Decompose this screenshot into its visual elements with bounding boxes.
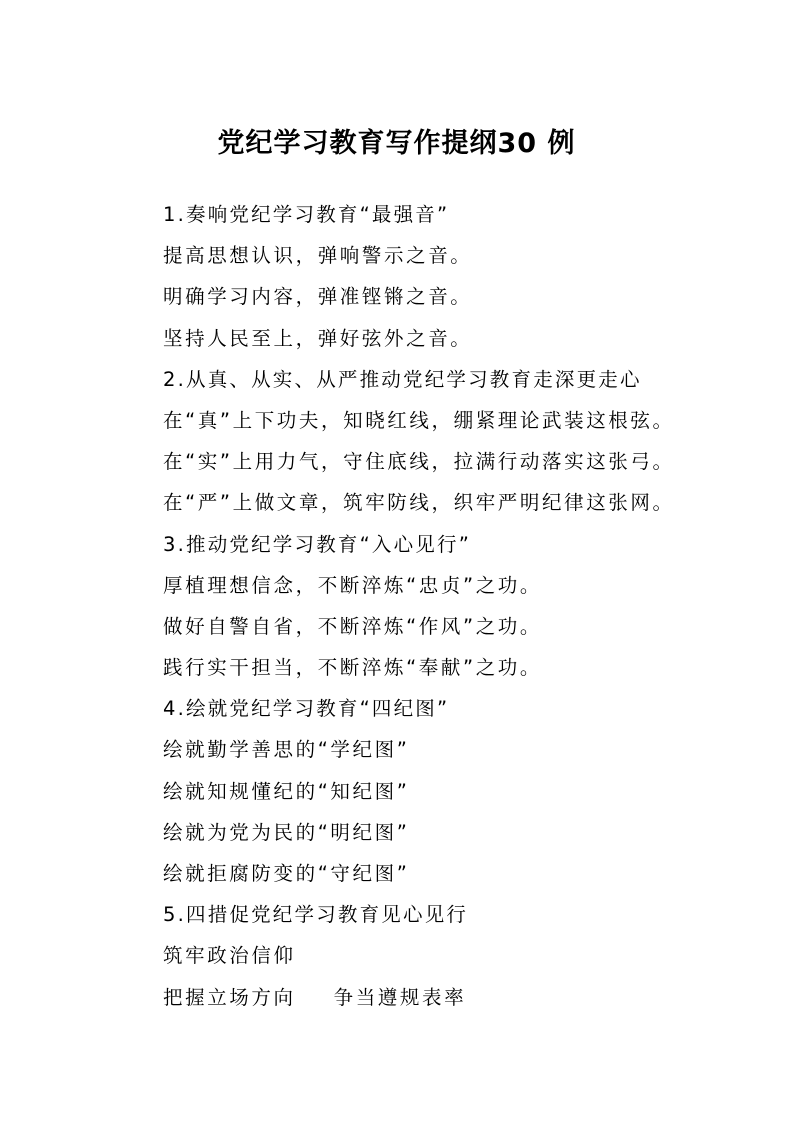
document-title: 党纪学习教育写作提纲30 例 (217, 128, 576, 159)
body-line: 践行实干担当，不断淬炼“奉献”之功。 (163, 656, 543, 680)
document-body (163, 194, 763, 1018)
body-line: 绘就知规懂纪的“知纪图” (163, 779, 410, 803)
body-line: 做好自警自省，不断淬炼“作风”之功。 (163, 614, 543, 638)
body-line: 在“实”上用力气，守住底线，拉满行动落实这张弓。 (163, 450, 675, 474)
body-line-split (163, 977, 763, 1018)
body-line-part-2: 争当遵规表率 (333, 985, 467, 1009)
body-line: 坚持人民至上，弹好弦外之音。 (163, 326, 473, 350)
body-line: 绘就拒腐防变的“守纪图” (163, 862, 410, 885)
section-heading-1: 1.奏响党纪学习教育“最强音” (163, 203, 450, 226)
body-line: 筑牢政治信仰 (163, 944, 296, 968)
body-line: 绘就为党为民的“明纪图” (163, 820, 410, 844)
body-line: 在“真”上下功夫，知晓红线，绷紧理论武装这根弦。 (163, 408, 675, 432)
body-line: 提高思想认识，弹响警示之音。 (163, 244, 473, 268)
section-heading-4: 4.绘就党纪学习教育“四纪图” (163, 697, 450, 721)
section-heading-5: 5.四措促党纪学习教育见心见行 (163, 903, 469, 927)
body-line: 在“严”上做文章，筑牢防线，织牢严明纪律这张网。 (163, 491, 675, 515)
body-line: 厚植理想信念，不断淬炼“忠贞”之功。 (163, 573, 543, 597)
body-line: 绘就勤学善思的“学纪图” (163, 738, 410, 762)
section-heading-3: 3.推动党纪学习教育“入心见行” (163, 532, 472, 556)
body-line: 明确学习内容，弹准铿锵之音。 (163, 285, 473, 309)
section-heading-2: 2.从真、从实、从严推动党纪学习教育走深更走心 (163, 367, 642, 391)
body-line-part-1: 把握立场方向 (163, 985, 296, 1009)
